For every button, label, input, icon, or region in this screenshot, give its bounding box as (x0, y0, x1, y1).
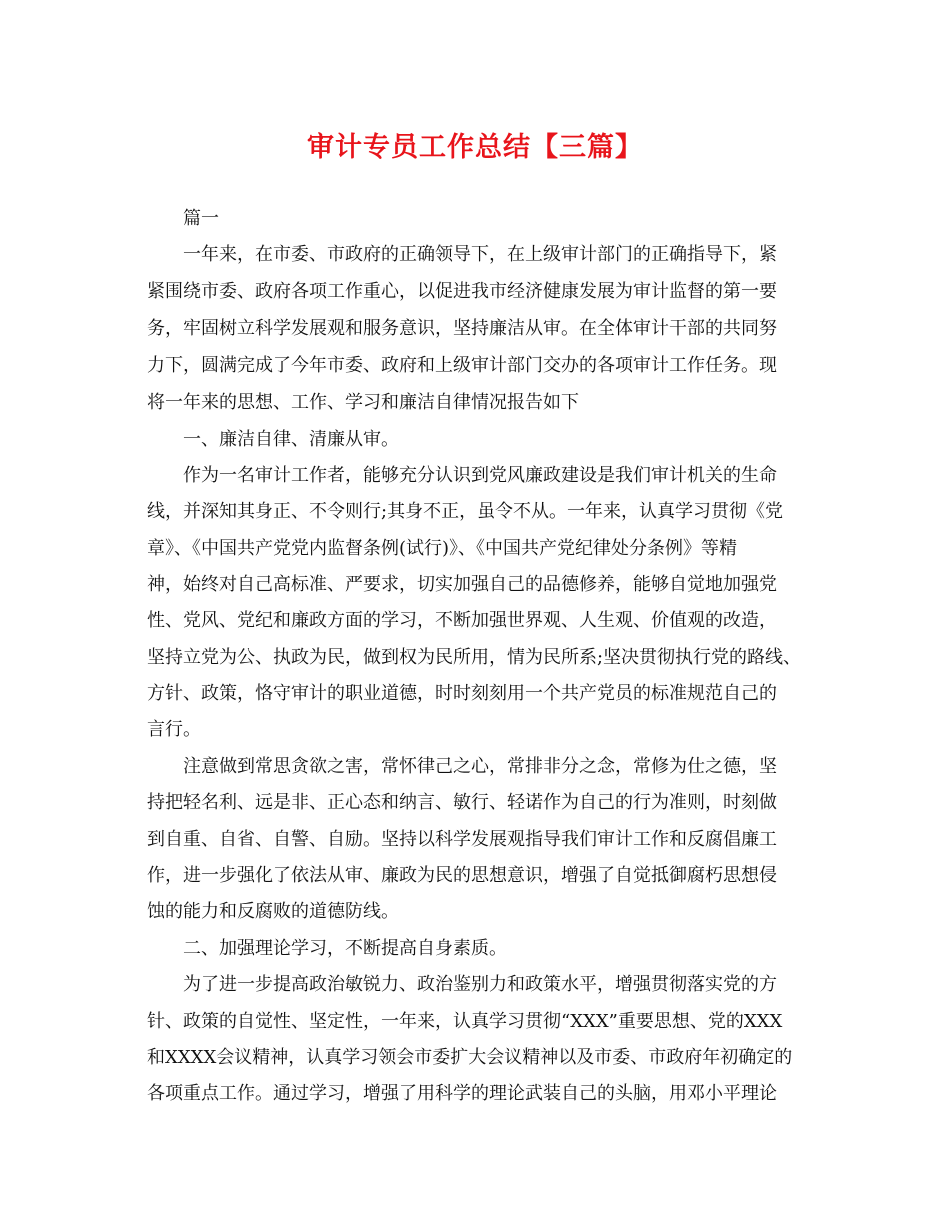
paragraph-line: 和XXXX会议精神，认真学习领会市委扩大会议精神以及市委、市政府年初确定的 (147, 1047, 793, 1068)
paragraph-line: 为了进一步提高政治敏锐力、政治鉴别力和政策水平，增强贯彻落实党的方 (183, 974, 777, 995)
paragraph-line: 力下，圆满完成了今年市委、政府和上级审计部门交办的各项审计工作任务。现 (147, 355, 777, 376)
paragraph-line: 务，牢固树立科学发展观和服务意识，坚持廉洁从审。在全体审计干部的共同努 (147, 318, 777, 339)
paragraph-line: 注意做到常思贪欲之害，常怀律己之心，常排非分之念，常修为仕之德，坚 (183, 756, 777, 777)
paragraph-line: 各项重点工作。通过学习，增强了用科学的理论武装自己的头脑，用邓小平理论 (147, 1083, 777, 1104)
document-title: 审计专员工作总结【三篇】 (307, 132, 643, 163)
section-label: 篇一 (183, 208, 219, 229)
paragraph-line: 将一年来的思想、工作、学习和廉洁自律情况报告如下 (147, 392, 579, 413)
paragraph-line: 持把轻名利、远是非、正心态和纳言、敏行、轻诺作为自己的行为准则，时刻做 (147, 792, 777, 813)
paragraph-line: 言行。 (147, 719, 201, 740)
paragraph-line: 方针、政策，恪守审计的职业道德，时时刻刻用一个共产党员的标准规范自己的 (147, 683, 777, 704)
paragraph-line: 一年来，在市委、市政府的正确领导下，在上级审计部门的正确指导下，紧 (183, 244, 777, 265)
paragraph-line: 线，并深知其身正、不令则行;其身不正，虽令不从。一年来，认真学习贯彻《党 (147, 501, 784, 522)
paragraph-line: 坚持立党为公、执政为民，做到权为民所用，情为民所系;坚决贯彻执行党的路线、 (147, 647, 802, 668)
paragraph-line: 章》、《中国共产党党内监督条例(试行)》、《中国共产党纪律处分条例》等精 (147, 538, 738, 559)
paragraph-line: 作，进一步强化了依法从审、廉政为民的思想意识，增强了自觉抵御腐朽思想侵 (147, 865, 777, 886)
section-heading: 二、加强理论学习，不断提高自身素质。 (183, 938, 507, 959)
paragraph-line: 性、党风、党纪和廉政方面的学习，不断加强世界观、人生观、价值观的改造， (147, 610, 777, 631)
paragraph-line: 紧围绕市委、政府各项工作重心，以促进我市经济健康发展为审计监督的第一要 (147, 281, 777, 302)
paragraph-line: 针、政策的自觉性、坚定性，一年来，认真学习贯彻“XXX”重要思想、党的XXX (147, 1011, 783, 1032)
paragraph-line: 到自重、自省、自警、自励。坚持以科学发展观指导我们审计工作和反腐倡廉工 (147, 829, 777, 850)
paragraph-line: 作为一名审计工作者，能够充分认识到党风廉政建设是我们审计机关的生命 (183, 465, 777, 486)
section-heading: 一、廉洁自律、清廉从审。 (183, 429, 399, 450)
paragraph-line: 蚀的能力和反腐败的道德防线。 (147, 901, 399, 922)
paragraph-line: 神，始终对自己高标准、严要求，切实加强自己的品德修养，能够自觉地加强党 (147, 574, 777, 595)
